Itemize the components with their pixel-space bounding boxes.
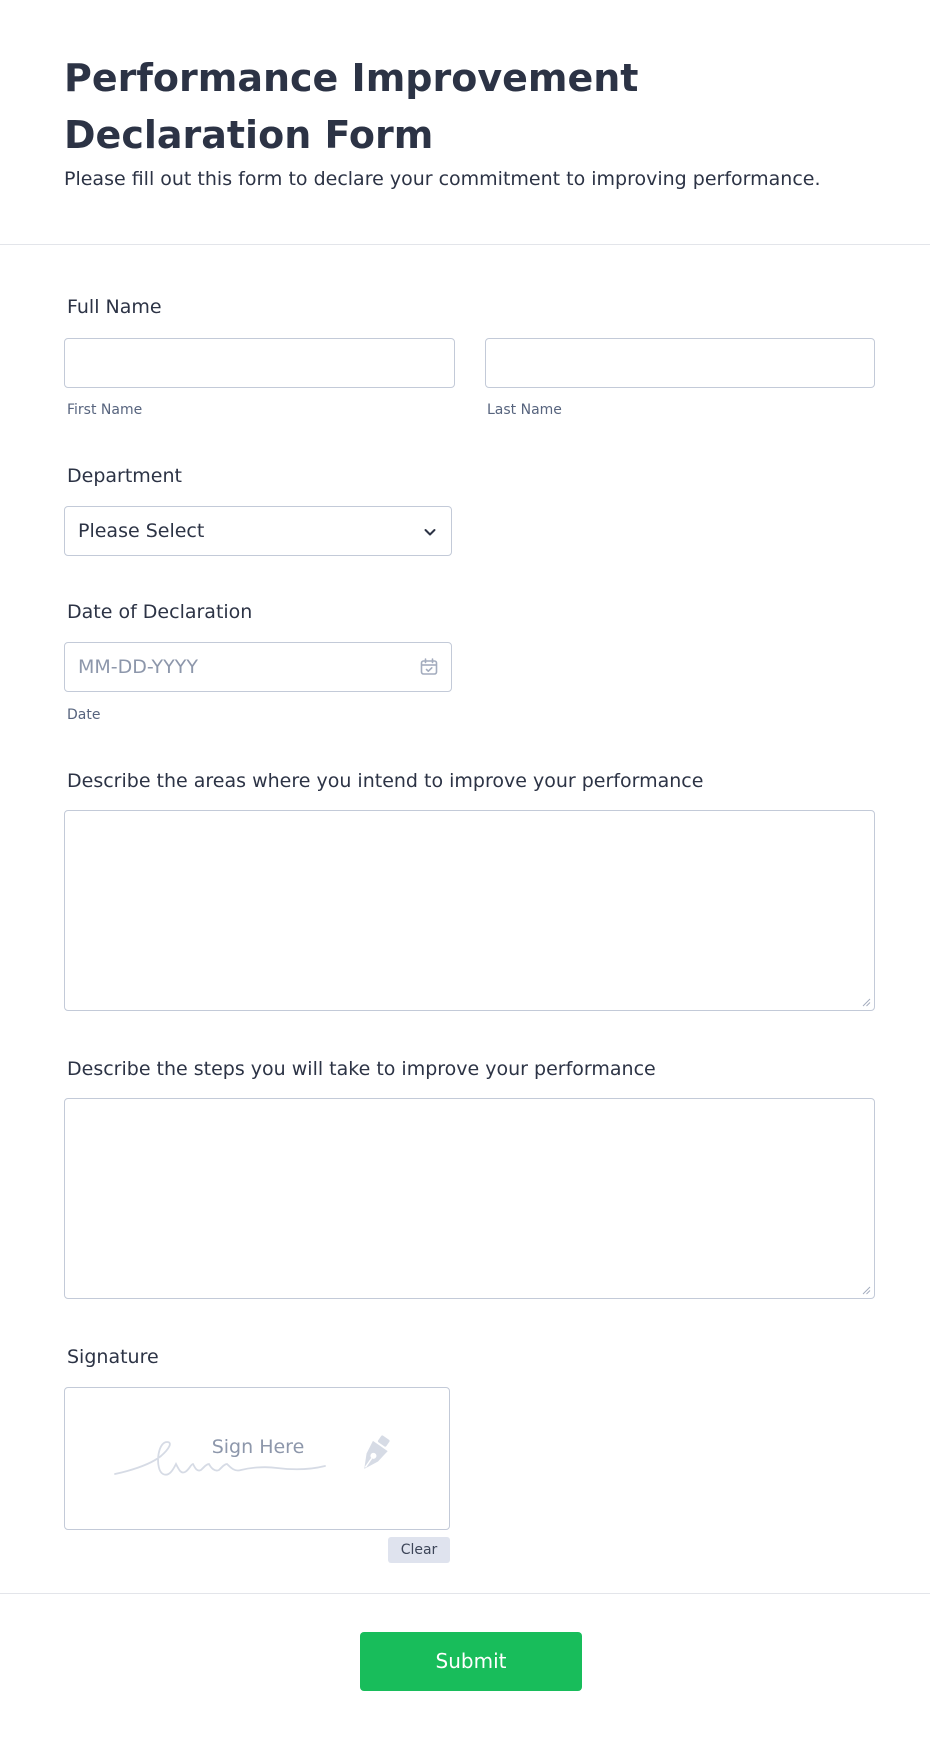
page-subtitle: Please fill out this form to declare your commitment to improving performance. [64, 168, 821, 190]
department-select[interactable] [64, 506, 452, 556]
calendar-icon[interactable] [419, 657, 439, 677]
page-title: Performance Improvement Declaration Form [64, 56, 639, 157]
resize-grip-icon[interactable] [861, 997, 871, 1007]
sign-here-prompt: Sign Here [211, 1436, 305, 1458]
date-placeholder: MM-DD-YYYY [78, 656, 198, 678]
date-label: Date of Declaration [67, 601, 253, 623]
last-name-input[interactable] [485, 338, 875, 388]
first-name-input[interactable] [64, 338, 455, 388]
clear-signature-button[interactable]: Clear [388, 1537, 450, 1563]
full-name-label: Full Name [67, 296, 162, 318]
footer-divider [0, 1593, 930, 1594]
signature-pad[interactable] [64, 1387, 450, 1530]
areas-label: Describe the areas where you intend to improve your performance [67, 770, 704, 792]
first-name-sublabel: First Name [67, 402, 143, 418]
last-name-sublabel: Last Name [487, 402, 562, 418]
areas-textarea[interactable] [64, 810, 875, 1011]
department-selected-value: Please Select [78, 520, 205, 542]
signature-label: Signature [67, 1346, 159, 1368]
form-header [0, 0, 930, 245]
submit-button[interactable]: Submit [360, 1632, 582, 1691]
steps-textarea[interactable] [64, 1098, 875, 1299]
resize-grip-icon[interactable] [861, 1285, 871, 1295]
department-label: Department [67, 465, 182, 487]
chevron-down-icon [421, 523, 439, 541]
steps-label: Describe the steps you will take to improve your performance [67, 1058, 656, 1080]
date-input[interactable] [64, 642, 452, 692]
date-sublabel: Date [67, 707, 101, 723]
